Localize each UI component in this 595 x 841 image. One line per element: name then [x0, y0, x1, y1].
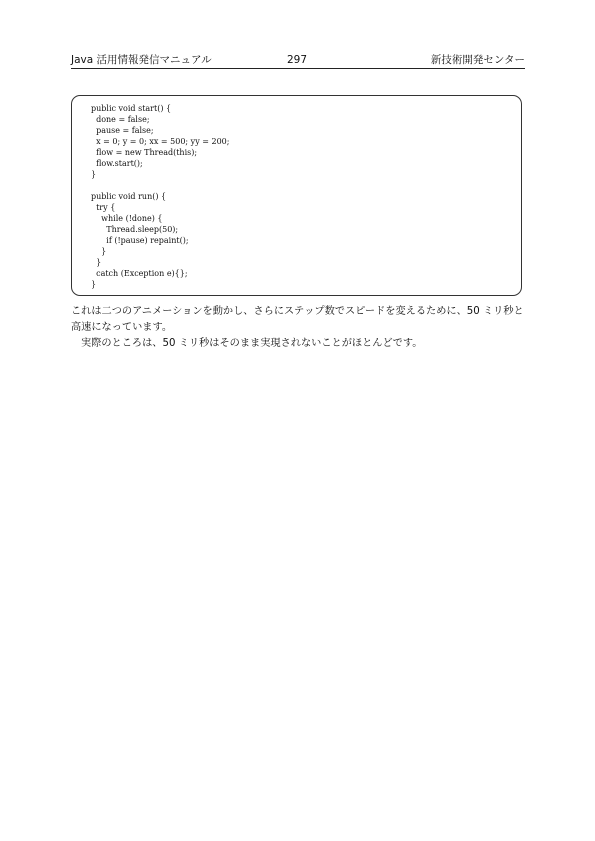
- code-line: while (!done) {: [91, 214, 163, 223]
- code-line: catch (Exception e){};: [91, 269, 188, 278]
- paragraph: これは二つのアニメーションを動かし、さらにステップ数でスピードを変えるために、50 ミリ秒と高速になっています。: [71, 306, 524, 333]
- header-organization: 新技術開発センター: [430, 54, 525, 66]
- code-line: public void start() {: [91, 104, 172, 113]
- code-line: done = false;: [91, 115, 150, 124]
- code-line: pause = false;: [91, 126, 154, 135]
- code-line: try {: [91, 203, 116, 212]
- paragraph: 実際のところは、50 ミリ秒はそのまま実現されないことがほとんどです。: [81, 338, 423, 349]
- body-text: [71, 304, 529, 352]
- header-title: Java 活用情報発信マニュアル: [71, 54, 212, 66]
- code-line: }: [91, 280, 97, 289]
- code-line: flow.start();: [91, 159, 143, 168]
- page-header: [71, 54, 525, 69]
- page-number: 297: [287, 54, 308, 66]
- code-line: Thread.sleep(50);: [91, 225, 179, 234]
- code-line: }: [91, 247, 107, 256]
- code-line: if (!pause) repaint();: [91, 236, 189, 245]
- code-line: flow = new Thread(this);: [91, 148, 198, 157]
- code-line: public void run() {: [91, 192, 167, 201]
- code-line: [91, 180, 229, 191]
- code-listing: [91, 103, 229, 290]
- code-line: }: [91, 170, 97, 179]
- code-line: }: [91, 258, 102, 267]
- code-line: x = 0; y = 0; xx = 500; yy = 200;: [91, 137, 230, 146]
